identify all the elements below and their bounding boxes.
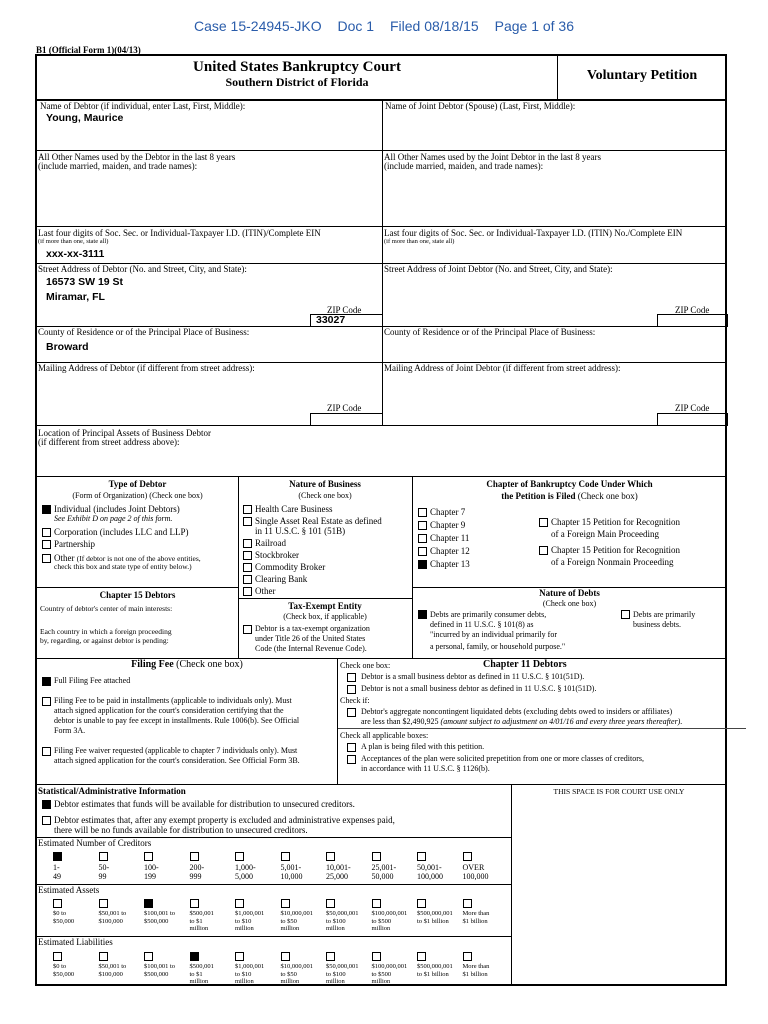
assets-option-9-checkbox[interactable] <box>463 899 472 908</box>
assets-option-3-checkbox[interactable] <box>190 899 199 908</box>
chapter15-country: Country of debtor's center of main interests: <box>40 604 173 613</box>
no-funds-checkbox[interactable] <box>42 816 51 825</box>
chapter-15-nonmain-label: Chapter 15 Petition for Recognition <box>551 545 680 555</box>
assets-option-3-label: million <box>189 925 209 932</box>
creditors-option-7-label: 25,001- <box>371 863 397 872</box>
chapter-12-checkbox[interactable] <box>418 547 427 556</box>
corporation-checkbox[interactable] <box>42 528 51 537</box>
small-business-label: Debtor is a small business debtor as defined in 11 U.S.C. § 101(51D). <box>361 672 585 681</box>
liabilities-option-6-label: million <box>326 978 345 985</box>
debtor-name[interactable]: Young, Maurice <box>46 112 124 124</box>
waiver-line-2: attach signed application for the court's consideration. See Official Form 3B. <box>54 756 300 765</box>
liabilities-option-0-checkbox[interactable] <box>53 952 62 961</box>
health-care-label: Health Care Business <box>255 504 333 514</box>
creditors-option-8-label: 100,000 <box>417 872 443 881</box>
installments-line-1: Filing Fee to be paid in installments (applicable to individuals only). Must <box>54 696 292 705</box>
assets-option-4-label: million <box>235 925 254 932</box>
creditors-option-8-label: 50,001- <box>417 863 442 872</box>
installments-checkbox[interactable] <box>42 697 51 706</box>
county-label: County of Residence or of the Principal Place of Business: <box>38 327 250 337</box>
creditors-option-9-checkbox[interactable] <box>463 852 472 861</box>
liabilities-option-7-label: to $500 <box>371 970 392 978</box>
liabilities-option-3-checkbox[interactable] <box>190 952 199 961</box>
debtor-zip[interactable]: 33027 <box>316 314 346 326</box>
form-title: Voluntary Petition <box>586 68 698 83</box>
joint-other-names-label-2: (include married, maiden, and trade names): <box>384 161 544 171</box>
consumer-debts-line-1: Debts are primarily consumer debts, <box>430 610 547 619</box>
individual-note: See Exhibit D on page 2 of this form. <box>54 514 173 523</box>
chapter-9-checkbox[interactable] <box>418 521 427 530</box>
tax-exempt-line-1: Debtor is a tax-exempt organization <box>255 624 370 633</box>
assets-option-8-label: $500,000,001 <box>417 910 453 917</box>
creditors-option-8-checkbox[interactable] <box>417 852 426 861</box>
installments-line-2: attach signed application for the court's consideration certifying that the <box>54 706 284 715</box>
partnership-label: Partnership <box>54 539 95 549</box>
liabilities-option-6-label: $50,000,001 <box>326 963 359 970</box>
case-number: Case 15-24945-JKO <box>193 18 322 34</box>
joint-county-label: County of Residence or of the Principal Place of Business: <box>384 327 596 337</box>
other-names-label: All Other Names used by the Debtor in the last 8 years <box>38 152 236 162</box>
consumer-debts-line-4: a personal, family, or household purpose." <box>430 642 566 651</box>
mailing-label: Mailing Address of Debtor (if different from street address): <box>38 363 255 373</box>
assets-option-8-label: to $1 billion <box>417 917 449 925</box>
liabilities-option-9-checkbox[interactable] <box>463 952 472 961</box>
health-care-checkbox[interactable] <box>243 505 252 514</box>
single-asset-label-2: in 11 U.S.C. § 101 (51B) <box>255 526 346 536</box>
creditors-option-4-label: 5,000 <box>235 872 253 881</box>
debtor-city[interactable]: Miramar, FL <box>46 291 105 303</box>
liabilities-option-6-label: to $100 <box>326 970 346 978</box>
assets-option-6-label: million <box>326 925 345 932</box>
no-funds-line-1: Debtor estimates that, after any exempt property is excluded and administrative expenses paid, <box>54 815 395 825</box>
debtor-street[interactable]: 16573 SW 19 St <box>46 276 124 288</box>
assets-option-9-label: More than <box>462 910 490 917</box>
liabilities-option-2-label: $100,001 to <box>144 963 176 970</box>
liabilities-option-8-checkbox[interactable] <box>417 952 426 961</box>
assets-option-5-checkbox[interactable] <box>281 899 290 908</box>
assets-option-6-label: $50,000,001 <box>326 910 359 917</box>
liabilities-option-5-label: $10,000,001 <box>280 963 313 970</box>
liabilities-option-3-label: $500,001 <box>189 963 214 970</box>
creditors-option-9-label: OVER <box>462 863 485 872</box>
chapter15-each: Each country in which a foreign proceeding <box>40 627 172 636</box>
creditors-option-1-checkbox[interactable] <box>99 852 108 861</box>
chapter-15-main-label: Chapter 15 Petition for Recognition <box>551 517 680 527</box>
creditors-option-3-checkbox[interactable] <box>190 852 199 861</box>
creditors-option-9-label: 100,000 <box>462 872 489 881</box>
creditors-option-1-label: 99 <box>98 872 107 881</box>
other-entity-note: check this box and state type of entity below.) <box>54 562 192 571</box>
assets-option-8-checkbox[interactable] <box>417 899 426 908</box>
debtor-ssn[interactable]: xxx-xx-3111 <box>46 248 105 260</box>
mailing-zip-label: ZIP Code <box>327 403 362 413</box>
tax-exempt-subtitle: (Check box, if applicable) <box>283 612 367 621</box>
assets-option-7-label: to $500 <box>371 917 392 925</box>
creditors-option-2-label: 100- <box>144 863 159 872</box>
individual-checkbox[interactable] <box>42 505 51 514</box>
single-asset-checkbox[interactable] <box>243 517 252 526</box>
type-of-debtor-subtitle: (Form of Organization) (Check one box) <box>72 491 203 500</box>
liabilities-option-1-checkbox[interactable] <box>99 952 108 961</box>
case-header <box>0 18 768 34</box>
individual-label: Individual (includes Joint Debtors) <box>54 504 180 514</box>
ch11-title: Chapter 11 Debtors <box>483 659 567 670</box>
assets-option-0-checkbox[interactable] <box>53 899 62 908</box>
liabilities-option-9-label: $1 billion <box>462 970 488 978</box>
liabilities-option-4-label: to $10 <box>235 970 252 978</box>
assets-option-1-checkbox[interactable] <box>99 899 108 908</box>
plan-filed-checkbox[interactable] <box>347 743 356 752</box>
creditors-option-7-label: 50,000 <box>371 872 394 881</box>
debtor-county[interactable]: Broward <box>46 341 89 353</box>
installments-line-4: Form 3A. <box>54 726 86 735</box>
waiver-checkbox[interactable] <box>42 747 51 756</box>
creditors-option-5-label: 10,000 <box>280 872 303 881</box>
assets-option-5-label: million <box>280 925 300 932</box>
assets-option-2-checkbox[interactable] <box>144 899 153 908</box>
liabilities-label: Estimated Liabilities <box>38 937 113 947</box>
tax-exempt-checkbox[interactable] <box>243 625 252 634</box>
creditors-option-1-label: 50- <box>98 863 110 872</box>
chapter-9-label: Chapter 9 <box>430 520 466 530</box>
location-label-2: (if different from street address above): <box>38 437 180 447</box>
liabilities-option-0-label: $0 to <box>53 963 67 970</box>
chapter-12-label: Chapter 12 <box>430 546 470 556</box>
assets-option-3-label: to $1 <box>189 917 203 925</box>
ch11-check-if: Check if: <box>340 696 370 705</box>
type-of-debtor-title: Type of Debtor <box>108 479 167 489</box>
debtor-name-label: Name of Debtor (if individual, enter Last, First, Middle): <box>40 101 246 111</box>
aggregate-debts-line-1: Debtor's aggregate noncontingent liquidated debts (excluding debts owed to insiders or affiliates) <box>361 707 673 716</box>
small-business-checkbox[interactable] <box>347 673 356 682</box>
funds-available-label: Debtor estimates that funds will be available for distribution to unsecured creditors. <box>54 799 355 809</box>
chapter15-title: Chapter 15 Debtors <box>99 590 176 600</box>
assets-option-4-label: to $10 <box>235 917 252 925</box>
railroad-checkbox[interactable] <box>243 539 252 548</box>
creditors-option-0-label: 1- <box>53 863 60 872</box>
liabilities-option-2-checkbox[interactable] <box>144 952 153 961</box>
assets-option-0-label: $50,000 <box>53 917 75 925</box>
joint-name-label: Name of Joint Debtor (Spouse) (Last, First, Middle): <box>385 101 576 111</box>
liabilities-option-7-checkbox[interactable] <box>372 952 381 961</box>
court-name: United States Bankruptcy Court <box>193 59 401 75</box>
page-number: Page 1 of 36 <box>494 18 575 34</box>
creditors-option-6-label: 10,001- <box>326 863 351 872</box>
ssn-label: Last four digits of Soc. Sec. or Individual-Taxpayer I.D. (ITIN)/Complete EIN <box>38 228 321 238</box>
creditors-label: Estimated Number of Creditors <box>38 838 152 848</box>
commodity-broker-checkbox[interactable] <box>243 563 252 572</box>
assets-option-6-checkbox[interactable] <box>326 899 335 908</box>
liabilities-option-9-label: More than <box>462 963 490 970</box>
chapter-7-checkbox[interactable] <box>418 508 427 517</box>
assets-option-5-label: to $50 <box>280 917 297 925</box>
other-entity-label: Other (If debtor is not one of the above entities, <box>54 553 201 563</box>
acceptances-line-2: in accordance with 11 U.S.C. § 1126(b). <box>361 764 490 773</box>
nature-business-subtitle: (Check one box) <box>298 491 352 500</box>
statistical-title: Statistical/Administrative Information <box>38 786 186 796</box>
other-business-checkbox[interactable] <box>243 587 252 596</box>
not-small-business-label: Debtor is not a small business debtor as defined in 11 U.S.C. § 101(51D). <box>361 684 597 693</box>
chapter-11-label: Chapter 11 <box>430 533 470 543</box>
joint-mailing-label: Mailing Address of Joint Debtor (if different from street address): <box>384 363 621 373</box>
full-fee-checkbox[interactable] <box>42 677 51 686</box>
court-use-label: THIS SPACE IS FOR COURT USE ONLY <box>553 787 685 796</box>
creditors-option-6-label: 25,000 <box>326 872 348 881</box>
assets-option-2-label: $100,001 to <box>144 910 176 917</box>
creditors-option-3-label: 999 <box>189 872 202 881</box>
ch11-check-one: Check one box: <box>340 661 391 670</box>
chapter-15-nonmain-checkbox[interactable] <box>539 546 548 555</box>
creditors-option-4-label: 1,000- <box>235 863 256 872</box>
liabilities-option-2-label: $500,000 <box>144 970 169 978</box>
assets-option-0-label: $0 to <box>53 910 67 917</box>
no-funds-line-2: there will be no funds available for distribution to unsecured creditors. <box>54 825 308 835</box>
business-debts-line-2: business debts. <box>633 620 681 629</box>
liabilities-option-7-label: $100,000,001 <box>371 963 408 970</box>
assets-option-1-label: $50,001 to <box>98 910 127 917</box>
petition-form <box>35 54 727 986</box>
joint-zip-label: ZIP Code <box>675 305 710 315</box>
chapter-11-checkbox[interactable] <box>418 534 427 543</box>
liabilities-option-4-label: $1,000,001 <box>235 963 265 970</box>
liabilities-option-5-label: to $50 <box>280 970 297 978</box>
court-district: Southern District of Florida <box>225 75 369 89</box>
railroad-label: Railroad <box>255 538 286 548</box>
assets-option-4-label: $1,000,001 <box>235 910 265 917</box>
creditors-option-4-checkbox[interactable] <box>235 852 244 861</box>
chapter-title-2: the Petition is Filed (Check one box) <box>501 491 638 501</box>
funds-available-checkbox[interactable] <box>42 800 51 809</box>
filing-fee-title: Filing Fee (Check one box) <box>131 659 243 670</box>
joint-street-label: Street Address of Joint Debtor (No. and Street, City, and State): <box>384 264 613 274</box>
assets-option-2-label: $500,000 <box>144 917 169 925</box>
consumer-debts-line-3: "incurred by an individual primarily for <box>430 630 558 639</box>
creditors-option-5-label: 5,001- <box>280 863 302 872</box>
clearing-bank-checkbox[interactable] <box>243 575 252 584</box>
tax-exempt-title: Tax-Exempt Entity <box>288 601 362 611</box>
assets-option-5-label: $10,000,001 <box>280 910 313 917</box>
location-label: Location of Principal Assets of Business Debtor <box>38 428 211 438</box>
consumer-debts-line-2: defined in 11 U.S.C. § 101(8) as <box>430 620 534 629</box>
liabilities-option-4-label: million <box>235 978 254 985</box>
chapter-15-nonmain-label-2: of a Foreign Nonmain Proceeding <box>551 557 674 567</box>
other-entity-checkbox[interactable] <box>42 554 51 563</box>
chapter-13-label: Chapter 13 <box>430 559 470 569</box>
doc-number: Doc 1 <box>337 18 375 34</box>
chapter-15-main-label-2: of a Foreign Main Proceeding <box>551 529 659 539</box>
creditors-option-0-label: 49 <box>53 872 61 881</box>
stockbroker-checkbox[interactable] <box>243 551 252 560</box>
business-debts-line-1: Debts are primarily <box>633 610 696 619</box>
chapter-7-label: Chapter 7 <box>430 507 466 517</box>
acceptances-checkbox[interactable] <box>347 755 356 764</box>
liabilities-option-3-label: million <box>189 978 209 985</box>
nature-debts-title: Nature of Debts <box>539 588 600 598</box>
creditors-option-2-checkbox[interactable] <box>144 852 153 861</box>
joint-other-names-label: All Other Names used by the Joint Debtor in the last 8 years <box>384 152 601 162</box>
nature-debts-subtitle: (Check one box) <box>542 599 597 608</box>
liabilities-option-6-checkbox[interactable] <box>326 952 335 961</box>
chapter-title: Chapter of Bankruptcy Code Under Which <box>486 479 653 489</box>
joint-ssn-note: (if more than one, state all) <box>384 238 455 245</box>
creditors-option-7-checkbox[interactable] <box>372 852 381 861</box>
liabilities-option-1-label: $100,000 <box>98 970 123 978</box>
creditors-option-3-label: 200- <box>189 863 205 872</box>
aggregate-debts-checkbox[interactable] <box>347 708 356 717</box>
assets-option-9-label: $1 billion <box>462 917 488 925</box>
liabilities-option-3-label: to $1 <box>189 970 203 978</box>
chapter-13-checkbox[interactable] <box>418 560 427 569</box>
assets-option-7-label: million <box>371 925 391 932</box>
ssn-note: (if more than one, state all) <box>38 238 109 245</box>
creditors-option-5-checkbox[interactable] <box>281 852 290 861</box>
waiver-line-1: Filing Fee waiver requested (applicable to chapter 7 individuals only). Must <box>54 746 298 755</box>
liabilities-option-8-label: $500,000,001 <box>417 963 453 970</box>
liabilities-option-8-label: to $1 billion <box>417 970 449 978</box>
creditors-option-6-checkbox[interactable] <box>326 852 335 861</box>
filed-date: Filed 08/18/15 <box>389 18 479 34</box>
assets-option-6-label: to $100 <box>326 917 346 925</box>
liabilities-option-7-label: million <box>371 978 391 985</box>
assets-option-1-label: $100,000 <box>98 917 123 925</box>
consumer-debts-checkbox[interactable] <box>418 610 427 619</box>
other-business-label: Other <box>255 586 276 596</box>
assets-option-7-checkbox[interactable] <box>372 899 381 908</box>
corporation-label: Corporation (includes LLC and LLP) <box>54 527 189 537</box>
liabilities-option-5-label: million <box>280 978 300 985</box>
tax-exempt-line-2: under Title 26 of the United States <box>255 634 366 643</box>
nature-business-title: Nature of Business <box>289 479 361 489</box>
liabilities-option-0-label: $50,000 <box>53 970 75 978</box>
commodity-broker-label: Commodity Broker <box>255 562 326 572</box>
stockbroker-label: Stockbroker <box>255 550 299 560</box>
installments-line-3: debtor is unable to pay fee except in installments. Rule 1006(b). See Official <box>54 716 300 725</box>
liabilities-option-4-checkbox[interactable] <box>235 952 244 961</box>
partnership-checkbox[interactable] <box>42 540 51 549</box>
chapter15-each-2: by, regarding, or against debtor is pending: <box>40 636 169 645</box>
business-debts-checkbox[interactable] <box>621 610 630 619</box>
tax-exempt-line-3: Code (the Internal Revenue Code). <box>255 644 367 653</box>
liabilities-option-5-checkbox[interactable] <box>281 952 290 961</box>
assets-label: Estimated Assets <box>38 885 100 895</box>
assets-option-4-checkbox[interactable] <box>235 899 244 908</box>
chapter-15-main-checkbox[interactable] <box>539 518 548 527</box>
form-id: B1 (Official Form 1)(04/13) <box>36 45 141 55</box>
not-small-business-checkbox[interactable] <box>347 685 356 694</box>
aggregate-debts-line-2: are less than $2,490,925 (amount subject to adjustment on 4/01/16 and every three years thereafter). <box>361 717 683 726</box>
joint-mailing-zip-label: ZIP Code <box>675 403 710 413</box>
ch11-all-applicable: Check all applicable boxes: <box>340 731 429 740</box>
assets-option-3-label: $500,001 <box>189 910 214 917</box>
assets-option-7-label: $100,000,001 <box>371 910 408 917</box>
street-label: Street Address of Debtor (No. and Street, City, and State): <box>38 264 247 274</box>
clearing-bank-label: Clearing Bank <box>255 574 308 584</box>
plan-filed-label: A plan is being filed with this petition. <box>361 742 485 751</box>
creditors-option-2-label: 199 <box>144 872 156 881</box>
joint-ssn-label: Last four digits of Soc. Sec. or Individual-Taxpayer I.D. (ITIN) No./Complete EIN <box>384 228 683 238</box>
other-names-label-2: (include married, maiden, and trade names): <box>38 161 198 171</box>
acceptances-line-1: Acceptances of the plan were solicited prepetition from one or more classes of creditors, <box>361 754 645 763</box>
single-asset-label: Single Asset Real Estate as defined <box>255 516 382 526</box>
full-fee-label: Full Filing Fee attached <box>54 676 131 685</box>
zip-label: ZIP Code <box>327 305 362 315</box>
liabilities-option-1-label: $50,001 to <box>98 963 127 970</box>
creditors-option-0-checkbox[interactable] <box>53 852 62 861</box>
